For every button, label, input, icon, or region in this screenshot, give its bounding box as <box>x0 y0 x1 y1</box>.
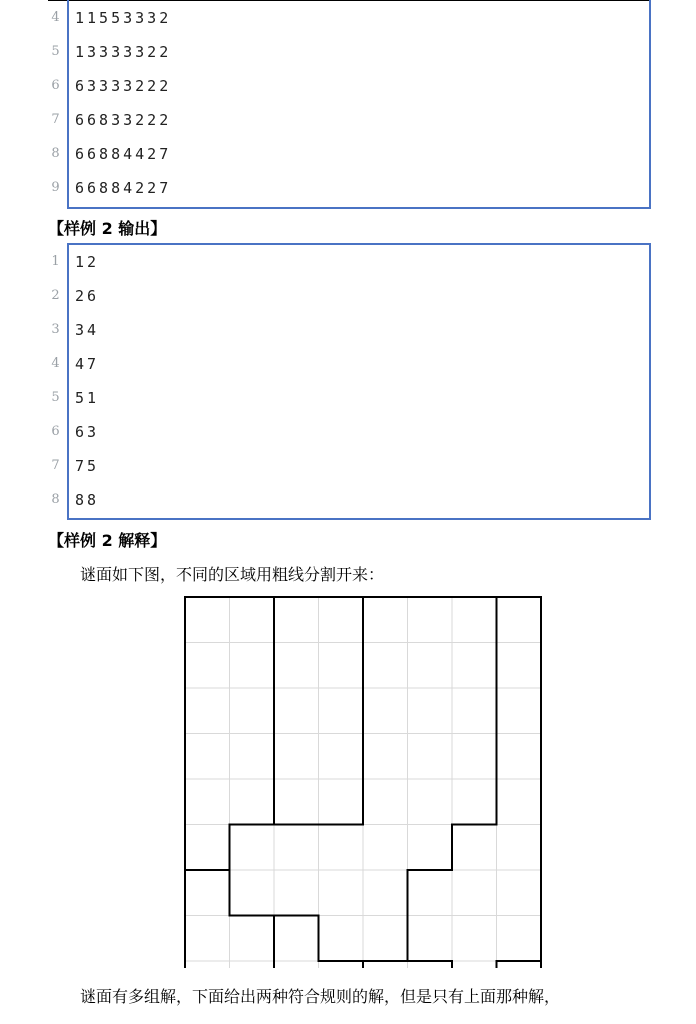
code-text: 26 <box>75 287 100 305</box>
code-line <box>48 1 651 35</box>
code-line <box>48 69 651 103</box>
sample-output-heading: 【样例 2 输出】 <box>48 219 167 238</box>
line-number: 4 <box>51 10 60 25</box>
line-number: 9 <box>51 180 60 195</box>
code-text: 47 <box>75 355 100 373</box>
code-line <box>48 137 651 171</box>
code-text: 63333222 <box>75 77 172 95</box>
code-text: 63 <box>75 423 100 441</box>
explanation-intro-text: 谜面如下图，不同的区域用粗线分割开来： <box>80 565 385 584</box>
sample-input-code-block <box>48 0 651 209</box>
code-line <box>48 279 651 313</box>
code-text: 66884227 <box>75 179 172 197</box>
code-line <box>48 483 651 517</box>
line-number: 7 <box>51 112 60 127</box>
line-number: 8 <box>51 492 60 507</box>
code-text: 13333322 <box>75 43 172 61</box>
code-text: 51 <box>75 389 100 407</box>
code-line <box>48 313 651 347</box>
code-text: 88 <box>75 491 100 509</box>
line-number: 3 <box>51 322 60 337</box>
line-number: 6 <box>51 424 60 439</box>
sample-explanation-heading: 【样例 2 解释】 <box>48 531 167 550</box>
code-line <box>48 381 651 415</box>
line-number: 7 <box>51 458 60 473</box>
line-number: 6 <box>51 78 60 93</box>
line-number: 2 <box>51 288 60 303</box>
code-line <box>48 103 651 137</box>
code-text: 12 <box>75 253 100 271</box>
line-number: 4 <box>51 356 60 371</box>
code-text: 66833222 <box>75 111 172 129</box>
code-line <box>48 449 651 483</box>
line-number: 8 <box>51 146 60 161</box>
code-text: 66884427 <box>75 145 172 163</box>
code-text: 75 <box>75 457 100 475</box>
code-line <box>48 35 651 69</box>
line-number: 5 <box>51 390 60 405</box>
closing-paragraph: 谜面有多组解，下面给出两种符合规则的解，但是只有上面那种解， <box>80 987 561 1006</box>
sample-output-code-block <box>48 243 651 520</box>
code-line <box>48 347 651 381</box>
code-line <box>48 245 651 279</box>
code-line <box>48 171 651 205</box>
code-text: 11553332 <box>75 9 172 27</box>
line-number: 1 <box>51 254 60 269</box>
code-line <box>48 415 651 449</box>
puzzle-region-grid <box>184 596 544 968</box>
line-number: 5 <box>51 44 60 59</box>
code-text: 34 <box>75 321 100 339</box>
